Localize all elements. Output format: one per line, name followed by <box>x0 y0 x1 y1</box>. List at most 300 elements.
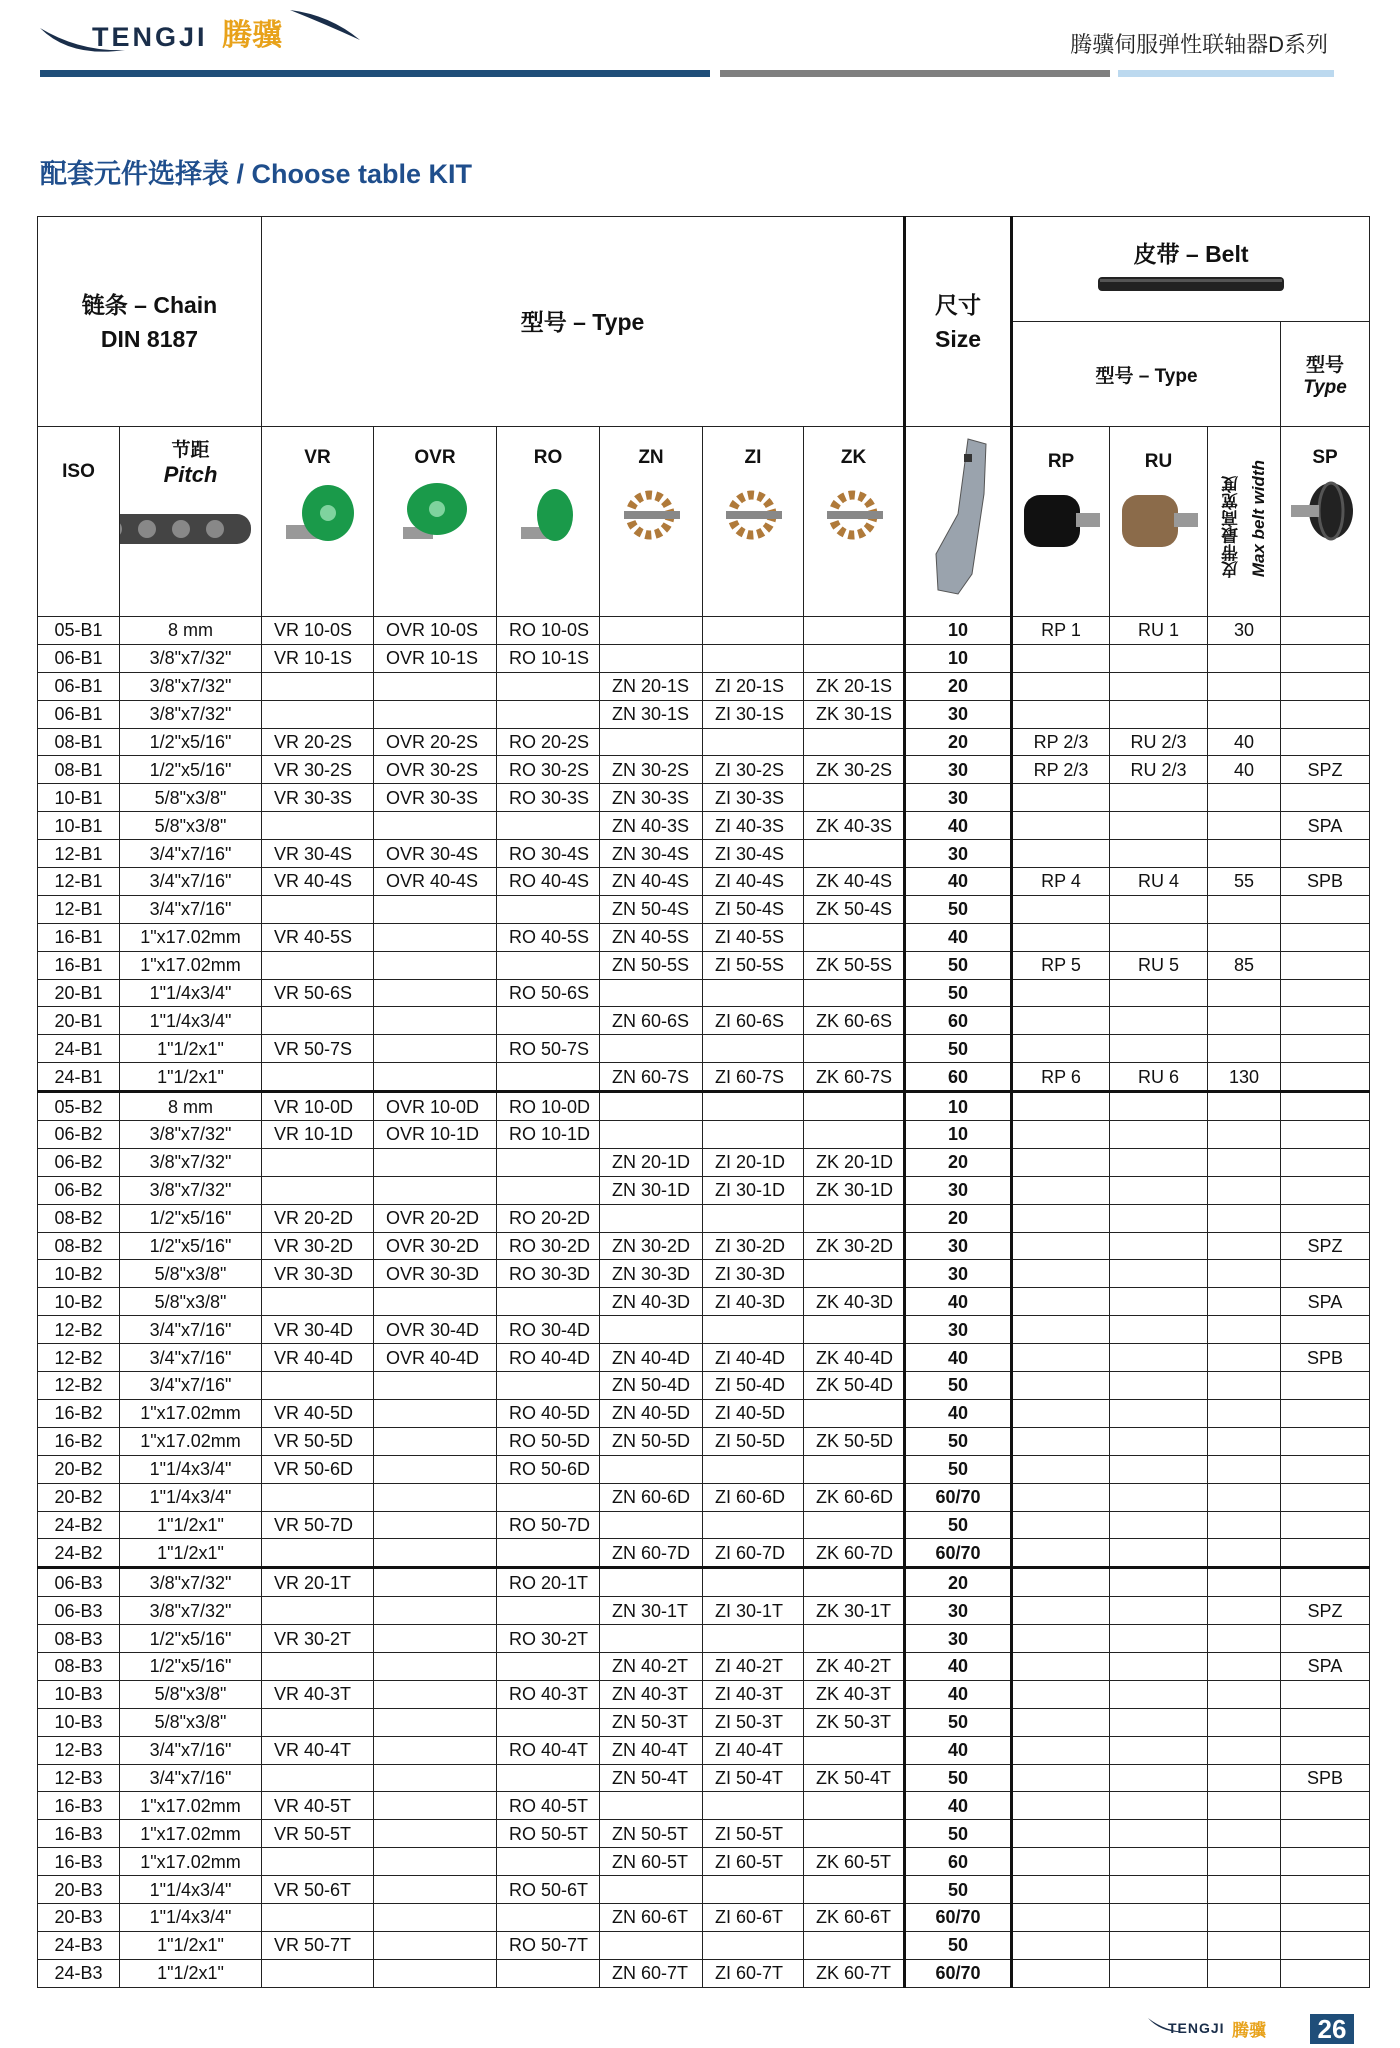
table-cell <box>1110 1288 1208 1316</box>
table-cell <box>1208 644 1281 672</box>
table-cell: 24-B3 <box>38 1959 120 1987</box>
table-cell <box>1110 1427 1208 1455</box>
table-cell: 3/8"x7/32" <box>120 672 262 700</box>
zn-sprocket-icon <box>616 477 686 557</box>
table-cell: RO 30-2S <box>497 756 600 784</box>
table-cell: 40 <box>905 1652 1012 1680</box>
table-cell: ZN 50-4T <box>600 1764 703 1792</box>
table-cell: SPA <box>1281 1288 1370 1316</box>
table-cell <box>374 1708 497 1736</box>
table-cell: ZI 30-2S <box>703 756 804 784</box>
table-row <box>38 1680 1370 1708</box>
table-cell: 50 <box>905 1876 1012 1904</box>
table-row <box>38 1848 1370 1876</box>
table-cell <box>1281 1568 1370 1597</box>
table-cell <box>1281 1092 1370 1121</box>
table-cell <box>262 1708 374 1736</box>
table-cell <box>1208 1372 1281 1400</box>
table-cell <box>1208 1931 1281 1959</box>
table-cell <box>1110 1455 1208 1483</box>
table-cell: VR 50-6D <box>262 1455 374 1483</box>
zi-col-header <box>703 427 804 617</box>
table-cell: RO 40-4D <box>497 1344 600 1372</box>
table-cell: 5/8"x3/8" <box>120 1680 262 1708</box>
table-cell: 06-B2 <box>38 1148 120 1176</box>
table-cell: RO 50-5D <box>497 1427 600 1455</box>
table-cell: ZN 30-3D <box>600 1260 703 1288</box>
table-cell: OVR 20-2S <box>374 728 497 756</box>
table-row <box>38 1204 1370 1232</box>
table-cell: 1/2"x5/16" <box>120 756 262 784</box>
table-cell: RO 20-2S <box>497 728 600 756</box>
table-cell <box>1208 923 1281 951</box>
table-cell: RO 40-3T <box>497 1680 600 1708</box>
table-cell: 60/70 <box>905 1483 1012 1511</box>
max-width-en: Max belt width <box>1249 460 1269 578</box>
table-cell <box>497 1539 600 1568</box>
table-cell: OVR 10-1D <box>374 1121 497 1149</box>
table-cell <box>374 1848 497 1876</box>
table-cell <box>600 728 703 756</box>
table-cell: ZN 40-4S <box>600 868 703 896</box>
table-cell: 50 <box>905 1455 1012 1483</box>
table-cell <box>1012 1121 1110 1149</box>
table-cell <box>262 672 374 700</box>
table-cell <box>703 1121 804 1149</box>
table-cell: 16-B2 <box>38 1427 120 1455</box>
table-cell: 5/8"x3/8" <box>120 1260 262 1288</box>
table-cell: VR 50-6T <box>262 1876 374 1904</box>
table-cell <box>1012 1176 1110 1204</box>
table-cell: ZK 40-3S <box>804 812 905 840</box>
table-cell: 1"x17.02mm <box>120 1848 262 1876</box>
table-cell <box>374 923 497 951</box>
table-cell: ZI 30-1D <box>703 1176 804 1204</box>
ro-label: RO <box>533 447 563 468</box>
table-cell <box>1110 1260 1208 1288</box>
table-cell <box>374 1959 497 1987</box>
table-cell: 8 mm <box>120 617 262 645</box>
table-cell <box>1281 1316 1370 1344</box>
table-cell: 10-B2 <box>38 1260 120 1288</box>
table-cell <box>1012 1764 1110 1792</box>
table-cell <box>1208 1876 1281 1904</box>
table-cell <box>1208 1736 1281 1764</box>
table-cell: 1"1/2x1" <box>120 1931 262 1959</box>
table-cell: ZK 30-1D <box>804 1176 905 1204</box>
table-cell: SPA <box>1281 812 1370 840</box>
table-cell: 10 <box>905 1121 1012 1149</box>
table-row <box>38 1903 1370 1931</box>
table-cell <box>262 1959 374 1987</box>
table-cell <box>804 1792 905 1820</box>
table-cell: 1/2"x5/16" <box>120 1652 262 1680</box>
table-cell: ZI 60-7D <box>703 1539 804 1568</box>
table-row <box>38 1399 1370 1427</box>
choose-kit-table <box>37 216 1370 1988</box>
table-cell <box>600 1035 703 1063</box>
table-row <box>38 1539 1370 1568</box>
type-label: 型号 – Type <box>520 308 645 335</box>
table-cell <box>374 1539 497 1568</box>
table-cell <box>1012 923 1110 951</box>
table-cell <box>497 1483 600 1511</box>
table-cell: ZI 50-4T <box>703 1764 804 1792</box>
table-row <box>38 1035 1370 1063</box>
table-cell: RO 30-2T <box>497 1625 600 1653</box>
table-cell <box>1110 1903 1208 1931</box>
table-cell: RO 40-5D <box>497 1399 600 1427</box>
table-cell <box>374 672 497 700</box>
table-cell <box>374 1931 497 1959</box>
table-cell <box>1281 1959 1370 1987</box>
table-cell <box>262 1597 374 1625</box>
table-cell: ZN 40-3D <box>600 1288 703 1316</box>
table-row <box>38 1792 1370 1820</box>
table-cell: 24-B1 <box>38 1035 120 1063</box>
table-cell <box>1281 1260 1370 1288</box>
table-cell <box>1110 1652 1208 1680</box>
table-cell <box>1208 979 1281 1007</box>
table-cell: 3/8"x7/32" <box>120 1568 262 1597</box>
table-cell <box>1012 1483 1110 1511</box>
table-cell: VR 40-5D <box>262 1399 374 1427</box>
table-cell <box>262 812 374 840</box>
table-cell: 06-B3 <box>38 1568 120 1597</box>
table-cell: ZN 50-3T <box>600 1708 703 1736</box>
table-cell: 1"1/2x1" <box>120 1959 262 1987</box>
table-cell <box>374 1820 497 1848</box>
table-row <box>38 1372 1370 1400</box>
table-cell: 5/8"x3/8" <box>120 784 262 812</box>
table-cell <box>804 1204 905 1232</box>
table-cell: ZN 30-2D <box>600 1232 703 1260</box>
table-cell <box>1012 1399 1110 1427</box>
table-cell: 06-B1 <box>38 644 120 672</box>
table-cell <box>1110 1092 1208 1121</box>
table-row <box>38 1176 1370 1204</box>
table-cell <box>374 1876 497 1904</box>
table-cell <box>262 951 374 979</box>
table-cell: VR 30-3D <box>262 1260 374 1288</box>
table-cell <box>804 1625 905 1653</box>
table-cell: 130 <box>1208 1063 1281 1092</box>
table-cell: 40 <box>905 868 1012 896</box>
table-cell <box>1012 1539 1110 1568</box>
table-cell: 1"1/4x3/4" <box>120 1876 262 1904</box>
table-cell: 50 <box>905 1820 1012 1848</box>
table-cell <box>703 728 804 756</box>
ro-roller-icon <box>513 477 583 557</box>
table-cell: 40 <box>905 1399 1012 1427</box>
table-cell <box>1208 1539 1281 1568</box>
table-cell <box>1281 1455 1370 1483</box>
table-cell: ZN 60-7S <box>600 1063 703 1092</box>
table-cell: ZN 60-7T <box>600 1959 703 1987</box>
table-cell: SPB <box>1281 1764 1370 1792</box>
table-cell: RO 30-3D <box>497 1260 600 1288</box>
rp-roller-icon <box>1018 481 1104 561</box>
table-cell: 30 <box>905 756 1012 784</box>
table-cell: ZK 50-4S <box>804 895 905 923</box>
table-cell: 50 <box>905 1511 1012 1539</box>
table-cell: 3/4"x7/16" <box>120 840 262 868</box>
table-cell <box>1208 1597 1281 1625</box>
table-cell <box>1012 1511 1110 1539</box>
table-row <box>38 1820 1370 1848</box>
table-cell <box>1208 1344 1281 1372</box>
table-cell: RO 20-2D <box>497 1204 600 1232</box>
ru-roller-icon <box>1116 481 1202 561</box>
table-row <box>38 756 1370 784</box>
table-cell: 30 <box>905 1232 1012 1260</box>
table-cell: 12-B2 <box>38 1344 120 1372</box>
table-cell <box>374 1903 497 1931</box>
table-cell: RO 50-7D <box>497 1511 600 1539</box>
table-cell: RU 2/3 <box>1110 728 1208 756</box>
table-cell <box>1012 1736 1110 1764</box>
table-cell: 55 <box>1208 868 1281 896</box>
table-cell <box>1012 1820 1110 1848</box>
table-cell <box>497 1848 600 1876</box>
zi-sprocket-icon <box>718 477 788 557</box>
table-cell: SPZ <box>1281 756 1370 784</box>
rp-col-header <box>1012 427 1110 617</box>
table-cell <box>374 700 497 728</box>
table-cell: 3/4"x7/16" <box>120 1764 262 1792</box>
table-cell: 08-B3 <box>38 1652 120 1680</box>
table-cell <box>374 1176 497 1204</box>
table-cell <box>1208 700 1281 728</box>
table-cell <box>1281 1539 1370 1568</box>
table-cell: VR 10-0D <box>262 1092 374 1121</box>
table-cell <box>1012 1903 1110 1931</box>
table-cell <box>1208 1903 1281 1931</box>
table-cell: ZN 60-6D <box>600 1483 703 1511</box>
table-cell <box>497 1176 600 1204</box>
table-cell <box>1208 1820 1281 1848</box>
table-cell <box>262 1848 374 1876</box>
table-cell <box>1281 1148 1370 1176</box>
table-cell: RO 10-1D <box>497 1121 600 1149</box>
table-cell: RU 1 <box>1110 617 1208 645</box>
table-cell: RO 40-5T <box>497 1792 600 1820</box>
table-cell: RO 30-3S <box>497 784 600 812</box>
table-cell <box>1281 1121 1370 1149</box>
table-cell <box>1012 840 1110 868</box>
table-cell <box>804 1931 905 1959</box>
table-cell: 16-B3 <box>38 1848 120 1876</box>
table-cell <box>703 1511 804 1539</box>
pitch-en: Pitch <box>163 462 218 487</box>
table-cell <box>374 1792 497 1820</box>
table-cell: ZK 60-7S <box>804 1063 905 1092</box>
table-row <box>38 840 1370 868</box>
table-cell: ZI 60-6S <box>703 1007 804 1035</box>
table-cell: 20 <box>905 1204 1012 1232</box>
table-cell: 08-B3 <box>38 1625 120 1653</box>
table-cell <box>1012 644 1110 672</box>
table-cell <box>1208 1483 1281 1511</box>
table-cell <box>1110 784 1208 812</box>
table-cell: 1/2"x5/16" <box>120 1232 262 1260</box>
table-cell: 50 <box>905 1931 1012 1959</box>
table-cell <box>804 1035 905 1063</box>
table-row <box>38 1568 1370 1597</box>
table-cell: 12-B1 <box>38 868 120 896</box>
table-cell: OVR 10-1S <box>374 644 497 672</box>
table-cell <box>804 979 905 1007</box>
table-cell <box>1281 1511 1370 1539</box>
table-cell: 1"1/2x1" <box>120 1539 262 1568</box>
table-cell <box>262 1007 374 1035</box>
table-cell: ZK 30-2S <box>804 756 905 784</box>
table-cell: ZK 40-3D <box>804 1288 905 1316</box>
table-cell: OVR 30-3D <box>374 1260 497 1288</box>
table-cell: 50 <box>905 1708 1012 1736</box>
table-cell: RO 40-5S <box>497 923 600 951</box>
table-cell <box>374 1568 497 1597</box>
table-cell <box>1110 1121 1208 1149</box>
table-cell <box>1012 1568 1110 1597</box>
table-cell <box>703 1568 804 1597</box>
table-cell <box>374 1483 497 1511</box>
table-cell <box>1281 1792 1370 1820</box>
table-cell <box>374 1148 497 1176</box>
table-cell <box>497 672 600 700</box>
table-cell: VR 10-0S <box>262 617 374 645</box>
table-cell: 06-B2 <box>38 1121 120 1149</box>
size-header <box>905 217 1012 427</box>
table-row <box>38 1736 1370 1764</box>
table-cell <box>1208 672 1281 700</box>
table-cell <box>374 1063 497 1092</box>
table-cell: 3/4"x7/16" <box>120 895 262 923</box>
header-stripe-blue <box>40 70 710 77</box>
table-cell <box>804 1121 905 1149</box>
header-stripe-gray <box>720 70 1110 77</box>
table-cell: ZI 30-4S <box>703 840 804 868</box>
table-cell <box>1281 1007 1370 1035</box>
table-cell: 40 <box>905 923 1012 951</box>
table-cell <box>374 1511 497 1539</box>
table-cell <box>1110 1316 1208 1344</box>
table-cell <box>1208 1316 1281 1344</box>
table-row <box>38 784 1370 812</box>
table-cell: SPZ <box>1281 1232 1370 1260</box>
table-cell: 06-B2 <box>38 1176 120 1204</box>
table-row <box>38 1625 1370 1653</box>
table-cell: ZI 30-1T <box>703 1597 804 1625</box>
zk-sprocket-icon <box>819 477 889 557</box>
table-cell: ZN 20-1S <box>600 672 703 700</box>
pitch-cn: 节距 <box>171 440 210 461</box>
table-cell <box>703 644 804 672</box>
table-cell: ZK 30-2D <box>804 1232 905 1260</box>
table-cell <box>1110 700 1208 728</box>
tensioner-bracket-icon <box>918 434 998 604</box>
table-cell: ZN 60-5T <box>600 1848 703 1876</box>
table-cell: VR 20-2S <box>262 728 374 756</box>
table-cell: 40 <box>905 1792 1012 1820</box>
table-cell <box>1012 1876 1110 1904</box>
table-cell: ZK 40-2T <box>804 1652 905 1680</box>
table-cell: 08-B1 <box>38 728 120 756</box>
table-cell: VR 50-6S <box>262 979 374 1007</box>
table-cell <box>1110 1848 1208 1876</box>
table-cell <box>1110 923 1208 951</box>
table-cell: 30 <box>905 784 1012 812</box>
table-cell <box>1012 1708 1110 1736</box>
table-cell: 30 <box>1208 617 1281 645</box>
table-cell: RO 50-6T <box>497 1876 600 1904</box>
table-cell: 3/8"x7/32" <box>120 1597 262 1625</box>
table-cell <box>1281 644 1370 672</box>
table-cell: 1"x17.02mm <box>120 1792 262 1820</box>
table-row <box>38 1316 1370 1344</box>
table-cell: 30 <box>905 840 1012 868</box>
table-cell <box>1012 812 1110 840</box>
kit-table-body <box>38 617 1370 1988</box>
table-row <box>38 672 1370 700</box>
table-row <box>38 1260 1370 1288</box>
chain-label: 链条 – Chain <box>81 291 218 318</box>
zk-col-header <box>804 427 905 617</box>
table-cell <box>262 1539 374 1568</box>
table-cell <box>374 895 497 923</box>
table-cell: RO 10-1S <box>497 644 600 672</box>
belt-icon <box>1096 271 1286 297</box>
table-cell: RO 30-4S <box>497 840 600 868</box>
table-cell: 06-B1 <box>38 672 120 700</box>
belt-type-header <box>1012 322 1281 427</box>
table-cell: 60/70 <box>905 1959 1012 1987</box>
table-cell <box>600 1316 703 1344</box>
table-cell <box>1110 1511 1208 1539</box>
table-cell: 12-B3 <box>38 1764 120 1792</box>
table-cell: 1"x17.02mm <box>120 1399 262 1427</box>
table-cell <box>1281 1063 1370 1092</box>
table-cell: ZN 40-4T <box>600 1736 703 1764</box>
table-cell <box>497 700 600 728</box>
table-cell: RO 10-0S <box>497 617 600 645</box>
table-cell: VR 40-3T <box>262 1680 374 1708</box>
table-cell: 20-B1 <box>38 979 120 1007</box>
table-cell <box>1110 1232 1208 1260</box>
table-cell <box>1110 1736 1208 1764</box>
table-cell <box>374 1625 497 1653</box>
table-cell: 40 <box>1208 756 1281 784</box>
table-cell: VR 10-1S <box>262 644 374 672</box>
table-cell: OVR 30-4D <box>374 1316 497 1344</box>
table-cell: 12-B1 <box>38 840 120 868</box>
table-cell <box>600 1568 703 1597</box>
table-cell: 20-B3 <box>38 1903 120 1931</box>
table-cell: ZN 60-7D <box>600 1539 703 1568</box>
table-cell <box>1208 1288 1281 1316</box>
table-cell: 3/8"x7/32" <box>120 700 262 728</box>
table-cell <box>703 1316 804 1344</box>
sp-label: SP <box>1312 447 1338 468</box>
table-cell <box>1110 840 1208 868</box>
table-cell: ZI 30-3D <box>703 1260 804 1288</box>
table-cell: ZN 60-6T <box>600 1903 703 1931</box>
table-cell <box>804 923 905 951</box>
table-cell <box>804 1260 905 1288</box>
table-cell <box>1281 1372 1370 1400</box>
table-cell: 30 <box>905 1316 1012 1344</box>
logo-text: TENGJI <box>92 22 208 52</box>
